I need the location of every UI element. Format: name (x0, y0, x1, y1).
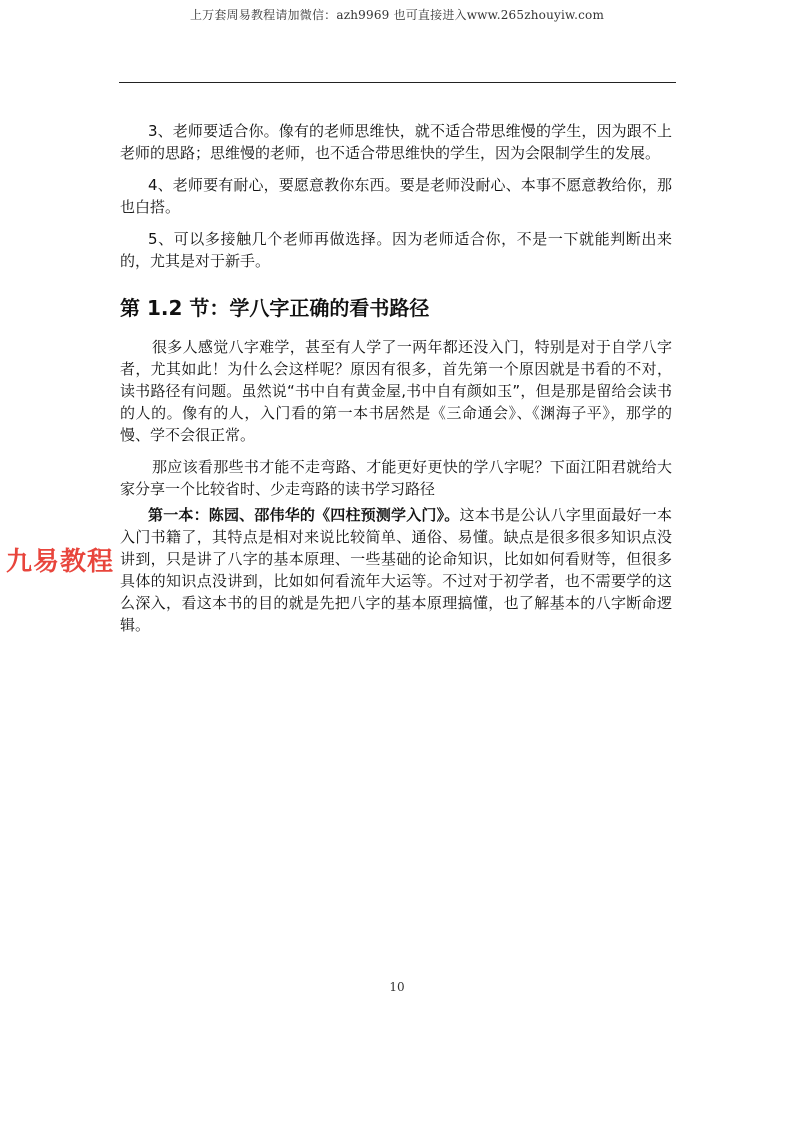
book-title-lead: 第一本：陈园、邵伟华的《四柱预测学入门》。 (148, 506, 460, 524)
paragraph-4: 4、老师要有耐心，要愿意教你东西。要是老师没耐心、本事不愿意教给你，那也白搭。 (120, 176, 672, 216)
section-paragraph-2: 那应该看那些书才能不走弯路、才能更好更快的学八字呢？下面江阳君就给大家分享一个比较省时、少走弯路的读书学习路径 (120, 458, 672, 498)
header-divider (119, 82, 676, 83)
book-description: 这本书是公认八字里面最好一本入门书籍了，其特点是相对来说比较简单、通俗、易懂。缺点是很多很多知识点没讲到，只是讲了八字的基本原理、一些基础的论命知识，比如如何看财等，但很多具体的知识点没讲到，比如如何看流年大运等。不过对于初学者，也不需要学的这么深入，看这本书的目的就是先把八字的基本原理搞懂，也了解基本的八字断命逻辑。 (120, 506, 672, 634)
page-number: 10 (389, 980, 405, 994)
paragraph-5: 5、可以多接触几个老师再做选择。因为老师适合你，不是一下就能判断出来的，尤其是对于新手。 (120, 230, 672, 270)
section-heading: 第 1.2 节：学八字正确的看书路径 (120, 296, 430, 320)
document-body (120, 120, 672, 646)
header-text: 上万套周易教程请加微信：azh9969 也可直接进入www.265zhouyiw.com (189, 8, 605, 22)
section-paragraph-3 (120, 504, 672, 636)
section-paragraph-1: 很多人感觉八字难学，甚至有人学了一两年都还没入门，特别是对于自学八字者，尤其如此！为什么会这样呢？原因有很多，首先第一个原因就是书看的不对，读书路径有问题。虽然说“书中自有黄金屋,书中自有颜如玉”，但是那是留给会读书的人的。像有的人，入门看的第一本书居然是《三命通会》、《渊海子平》，那学的慢、学不会很正常。 (120, 338, 672, 444)
watermark-logo: 九易教程 (6, 547, 115, 577)
paragraph-3: 3、老师要适合你。像有的老师思维快，就不适合带思维慢的学生，因为跟不上老师的思路；思维慢的老师，也不适合带思维快的学生，因为会限制学生的发展。 (120, 122, 672, 162)
